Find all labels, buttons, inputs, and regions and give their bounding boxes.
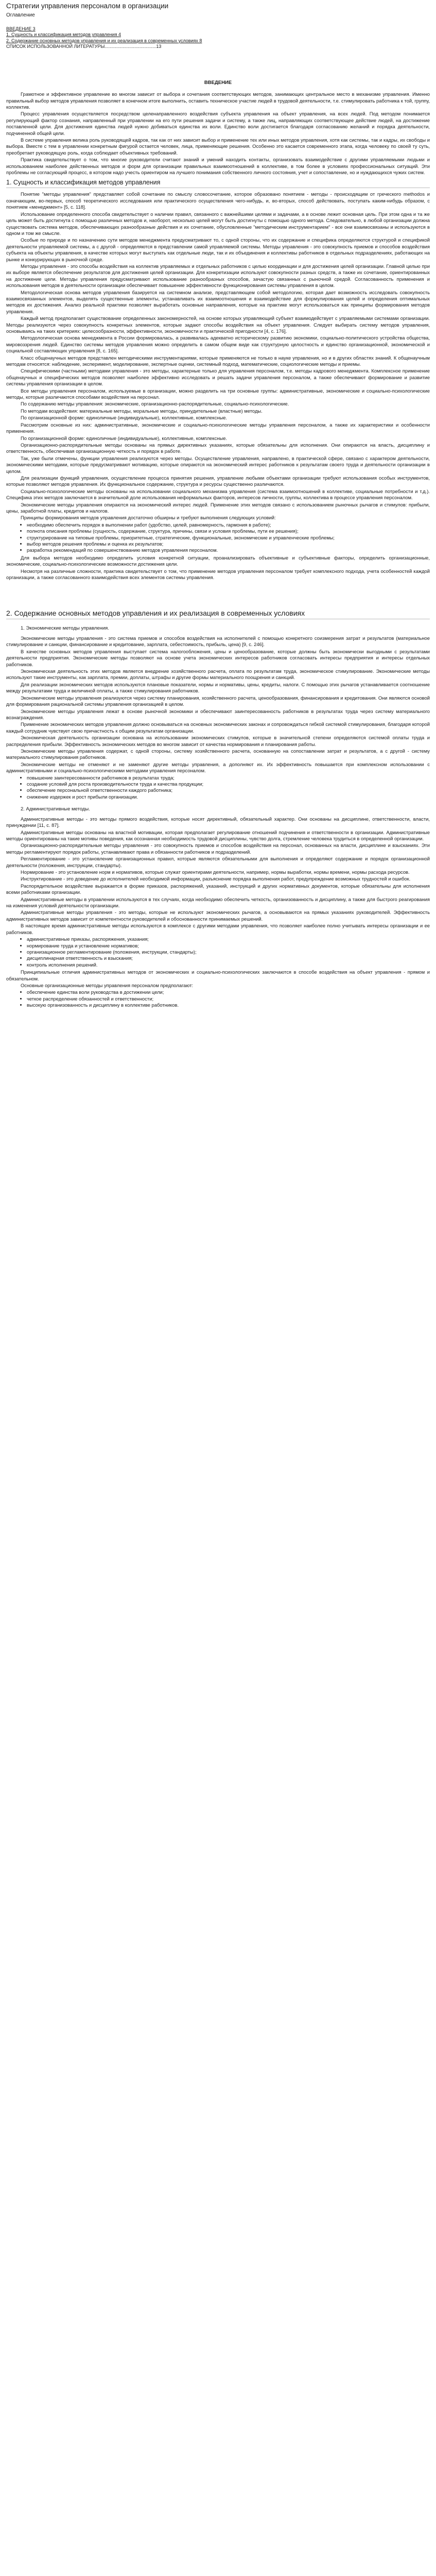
document-page (0, 0, 436, 1009)
paragraph: По организационной форме: единоличные (индивидуальные), коллективные, комплексные. (21, 415, 228, 421)
paragraph: Методы управления - это способы воздействия на коллектив управляемых и отдельных работников с целью координации и для достижения целей организации. Главной целью при их выборе является обеспечение результатов для достижения целей организации. Для конкретизации используют совокупности разных средств, а также их сочетание, ориентированных на достижение цели. Методы управления предусматривают использование разнообразных способов, зачастую связанных с рыночной средой. Согласованность применения и использования методов в деятельности организации обеспечивает повышение эффективности функционирования системы управления в целом. (6, 263, 430, 289)
toc-link-section-2[interactable]: 2. Содержание основных методов управления и их реализация в современных условиях 8 (6, 38, 202, 43)
paragraph: Экономическая деятельность организации основана на использовании экономических стимулов, которые в значительной степени определяются системой оплаты труда и распределения прибыли. Эффективность экономических методов во многом зависит от качества нормирования и планирования работы. (6, 735, 430, 747)
paragraph: Грамотное и эффективное управление во многом зависит от выбора и сочетания соответствующих методов, занимающих центральное место в механизме управления. Именно правильный выбор методов управления позволяет в конечном итоге выполнить, оставить техническое участие людей в трудовой деятельности, т.е. стимулировать работника к той, группу, коллектив. (6, 91, 430, 110)
section-2-heading: 2. Содержание основных методов управления и их реализация в современных условиях (6, 609, 430, 619)
paragraph: Основные организационные методы управления персоналом предполагают: (21, 982, 194, 988)
list-item: • административные приказы, распоряжения, указания; (27, 936, 430, 942)
list-item: • полнота описания проблемы (сущность, содержание, структура, причины, связи и условия проблемы, пути ее решения); (27, 528, 430, 534)
paragraph: Методологическая основа методов управления базируется на системном анализе, представляющем собой методологию, которая дает возможность исследовать совокупность взаимосвязанных элементов, выделять существенные элементы, устанавливать их взаимоотношения и взаимодействие для формулирования целей и определения оптимальных методов их достижения. Анализ реальной практики позволяет выработать основные направления, которые на практике могут использоваться как принципы формирования методов управления. (6, 289, 430, 314)
list-item: • контроль исполнения решений. (27, 962, 430, 968)
toc-link-section-1[interactable]: 1. Сущность и классификация методов управления 4 (6, 32, 121, 38)
list-item: • структурирование на типовые проблемы, приоритетные, стратегические, функциональные, экономические и управленческие проблемы; (27, 535, 430, 541)
paragraph: В качестве основных методов управления выступает система налогообложения, цены и ценообразование, которые должны быть экономически выгодными с результатами деятельности предприятия. Экономические методы позволяют на основе учета экономических интересов работников согласовать интересы предприятия и интересы отдельных работников. (6, 648, 430, 667)
paragraph: Распорядительное воздействие выражается в форме приказов, распоряжений, указаний, инструкций и других нормативных документов, которые обязательны для исполнения всеми работниками организации. (6, 883, 430, 895)
paragraph: Несмотря на различные сложности, практика свидетельствует о том, что применение методов управления персоналом требует комплексного подхода, учета особенностей каждой организации, а также согласованного взаимодействия всех элементов системы управления. (6, 568, 430, 581)
paragraph: Административные методы в управлении используются в тех случаях, когда необходимо обеспечить четкость, организованность и дисциплину, а также для быстрого реагирования на изменения условий деятельности организации. (6, 896, 430, 909)
bullet-list (6, 522, 430, 554)
paragraph: Экономические методы управления опираются на экономический интерес людей. Применение этих методов связано с использованием рыночных рычагов и стимулов: прибыли, цены, заработной платы, кредитов и налогов. (6, 501, 430, 514)
list-item: • обеспечение единства воли руководства в достижении цели; (27, 989, 430, 995)
paragraph: Особые по природе и по назначению сути методов менеджмента предусматривают то, с одной стороны, что их содержание и специфика определяются структурой и спецификой деятельности управляемой системы, а с другой - определяются в представлении самой управляемой системы. Методы управления - это совокупность приемов и способов воздействия субъекта на объекты управления, в качестве которых могут выступать как отдельные люди, так и их объединения и коллективы работников в отдельных подразделениях, работающих на рынке и конкурирующих в рыночной среде. (6, 237, 430, 262)
intro-heading: ВВЕДЕНИЕ (204, 79, 232, 86)
subsection-heading: 2. Административные методы. (21, 806, 90, 812)
paragraph: В системе управления велика роль руководящей кадров, так как от них зависит выбор и применение тех или иных методов управления, хотя как системы, так и кадры, их свободы и выбора. Вместе с тем в управлении конкретным фигурой остается человек, лица, применяющие решения. Особенно это касается современного этапа, когда человеку по своей ту суть, преобретает руководящую роль, когда соблюдает объективных требований. (6, 137, 430, 156)
subsection-heading: 1. Экономические методы управления. (21, 625, 109, 632)
paragraph: Принципиальные отличия административных методов от экономических и социально-психологических заключаются в способе воздействия на объект управления - прямом и обязательном. (6, 969, 430, 981)
paragraph: Для реализации функций управления, осуществление процесса принятия решения, управление любыми объектами организации требуют использования особых инструментов, которые позволяют методов управления. Их функциональное содержание, структура и ресурсы существенно различаются. (6, 474, 430, 487)
table-of-contents (6, 12, 430, 50)
paragraph: Использование определенного способа свидетельствует о наличии правил, связанного с важнейшими целями и задачами, а в основе лежит основная цель. При этом одна и та же цель может быть достигнута с помощью различных методов и, наоборот, несколько целей могут быть достигнуты с помощью одного метода. Следовательно, в любой организации должна существовать система методов, обеспечивающих разнообразные действия и их сочетание, обусловленные "методическим инструментарием" - все они взаимосвязаны и используются в одном и том же смысле. (6, 211, 430, 236)
paragraph: Методологическая основа менеджмента в России формировалась, а развивалась адекватно историческому развитию экономики, социально-политического устройства общества, мировоззрения людей. Единство системы методов управления можно определить в самом общем виде как структурную целостность и единство организационной, экономической и социальной составляющих управления [8, с. 165]. (6, 335, 430, 354)
section-1-text (6, 191, 430, 581)
list-item: • создание условий для роста производительности труда и качества продукции; (27, 781, 430, 787)
paragraph: Социально-психологические методы основаны на использовании социального механизма управления (система взаимоотношений в коллективе, социальные потребности и т.д.). Специфика этих методов заключается в значительной доле использования неформальных факторов, интересов личности, группы, коллектива в процессе управления персоналом. (6, 488, 430, 501)
paragraph: Процесс управления осуществляется посредством целенаправленного воздействия субъекта управления на объект управления, на всех людей. Под методом понимается регулирующий фактор сознания, направленный при управлении на его пути решения задачи и систему, а также лиц, направляющих соответствующее действие людей, на достижение поставленной цели. Для достижения единства людей нужно добиваться единства их воли. Единство воли достигается благодаря согласованию желаний и порядка деятельности, подчиненной общей цели. (6, 111, 430, 136)
toc-link-bibliography[interactable]: СПИСОК ИСПОЛЬЗОВАННОЙ ЛИТЕРАТУРЫ........................................13 (6, 44, 162, 49)
section-1-heading: 1. Сущность и классификация методов управления (6, 179, 430, 188)
paragraph: Экономические методы управления содержат, с одной стороны, систему хозяйственного расчета, основанную на сопоставлении затрат и результатов, а с другой - систему материального стимулирования работников. (6, 748, 430, 760)
paragraph: Рассмотрим основные из них: административные, экономические и социально-психологические методы управления персоналом, а также их характеристики и особенности применения. (6, 421, 430, 434)
paragraph: По методам воздействия: материальные методы, моральные методы, принудительные (властные) методы. (21, 408, 263, 414)
paragraph: Все методы управления персоналом, используемые в организации, можно разделить на три основные группы: административные, экономические и социально-психологические методы, которые различаются способами воздействия на персонал. (6, 387, 430, 400)
paragraph: Понятие "методы управления" представляет собой сочетание по смыслу словосочетание, которое образовано понятием - методы - происходящим от греческого methodos и означающим, во-первых, способ теоретического исследования или практического осуществления чего-нибудь, и, во-вторых, способ действовать, поступать каким-нибудь образом, с понятием «менеджмент» [5, с. 118]. (6, 191, 430, 210)
list-item: • нормирование труда и установление нормативов; (27, 943, 430, 949)
toc-link-intro[interactable]: ВВЕДЕНИЕ 3 (6, 26, 36, 31)
list-item: • обеспечение персональной ответственности каждого работника; (27, 787, 430, 793)
intro-text (6, 91, 430, 176)
list-item: • выбор методов решения проблемы и оценка их результатов; (27, 541, 430, 547)
paragraph: Так, уже были отмечены, функции управления реализуются через методы. Осуществление управления, направлено, в практической сфере, связано с характером деятельности, экономическими методами, которые предусматривают мотивацию, которые опираются на экономический интерес работников к результатам своего труда и деятельности организации в целом. (6, 455, 430, 474)
document-title: Стратегии управления персоналом в организации (6, 2, 169, 10)
list-item: • разработка рекомендаций по совершенствованию методов управления персоналом. (27, 547, 430, 553)
paragraph: Экономические методы управления реализуются через систему планирования, хозяйственного расчета, ценообразования, финансирования и кредитования. Они являются основой для формирования рациональной системы управления организацией в целом. (6, 694, 430, 707)
paragraph: Административные методы - это методы прямого воздействия, которые носят директивный, обязательный характер. Они основаны на дисциплине, ответственности, власти, принуждении [11, с. 87]. (6, 816, 430, 828)
bullet-list (6, 936, 430, 968)
paragraph: Экономические методы управления лежат в основе рыночной экономики и обеспечивают заинтересованность работников в результатах труда через систему материального вознаграждения. (6, 708, 430, 720)
paragraph: Каждый метод предполагает существование определенных закономерностей, на основе которых управляющий субъект взаимодействует с управляемыми системами организации. Методы реализуются через совокупность конкретных элементов, которые задают способы воздействия на объект управления. Следует выбирать систему методов управления, основываясь на таких критериях: целесообразности, эффективности, экономичности и практической пригодности [4, с. 176]. (6, 315, 430, 334)
list-item: • дисциплинарная ответственность и взыскания; (27, 955, 430, 961)
paragraph: В настоящее время административные методы используются в комплексе с другими методами управления, что позволяет наиболее полно учитывать интересы организации и ее работников. (6, 923, 430, 935)
paragraph: Административные методы управления - это методы, которые не используют экономических рычагов, а основываются на прямых указаниях руководителей. Эффективность административных методов зависит от компетентности руководителей и обоснованности принимаемых решений. (6, 909, 430, 922)
paragraph: Экономические методы не отменяют и не заменяют другие методы управления, а дополняют их. Их эффективность повышается при комплексном использовании с административными и социально-психологическими методами управления персоналом. (6, 761, 430, 774)
paragraph: Инструктирование - это доведение до исполнителей необходимой информации, разъяснение порядка выполнения работ, предупреждение возможных трудностей и ошибок. (21, 876, 411, 882)
paragraph: По содержанию методы управления: экономические, организационно-распорядительные, социально-психологические. (21, 401, 289, 407)
paragraph: Специфическими (частными) методами управления - это методы, характерные только для управления персоналом, т.е. методы кадрового менеджмента. Комплексное применение общенаучных и специфических методов позволяет наиболее эффективно исследовать и решать задачи управления персоналом, а также обеспечивают формирование и развитие системы управления организации в целом. (6, 368, 430, 387)
paragraph: Класс общенаучных методов представлен методическими инструментариями, которые применяются не только в науке управления, но и в других областях знаний. К общенаучным методам относятся: наблюдение, эксперимент, моделирование, экспертные оценки, системный подход, математические, социологические методы и приемы. (6, 354, 430, 367)
paragraph: Регламентирование - это установление организационных правил, которые являются обязательными для выполнения и определяют содержание и порядок организационной деятельности (положения, инструкции, стандарты). (6, 856, 430, 868)
paragraph: По организационной форме: единоличные (индивидуальные), коллективные, комплексные. (21, 435, 228, 441)
paragraph: Организационно-распорядительные методы основаны на прямых директивных указаниях, которые обязательны для исполнения. Они опираются на власть, дисциплину и ответственность, обеспечивая организационную четкость и порядок в работе. (6, 442, 430, 454)
paragraph: Административные методы основаны на властной мотивации, которая предполагает регулирование отношений подчинения и ответственности в организации. Административные методы ориентированы на такие мотивы поведения, как осознанная необходимость трудовой дисциплины, чувство долга, стремление человека трудиться в определенной организации. (6, 829, 430, 841)
list-item: • четкое распределение обязанностей и ответственности; (27, 996, 430, 1002)
paragraph: Экономические методы управления - это система приемов и способов воздействия на исполнителей с помощью конкретного соизмерения затрат и результатов (материальное стимулирование и санкции, финансирование и кредитование, зарплата, себестоимость, прибыль, цена) [9, с. 246]. (6, 635, 430, 648)
list-item: • высокую организованность и дисциплину в коллективе работников. (27, 1002, 430, 1008)
paragraph: Принципы формирования методов управления достаточно обширны и требуют выполнения следующих условий: (21, 515, 276, 521)
list-item: • снижение издержек и рост прибыли организации. (27, 794, 430, 800)
subsection-2-text (6, 816, 430, 1009)
paragraph: Применение экономических методов управления должно основываться на основных экономических законах и сопровождаться гибкой системой стимулирования, благодаря которой каждый сотрудник чувствует свою причастность к общим результатам организации. (6, 721, 430, 734)
paragraph: Организационно-распорядительные методы управления - это совокупность приемов и способов воздействия на персонал, основанных на власти, дисциплине и взысканиях. Эти методы регламентируют порядок работы, устанавливают права и обязанности работников и подразделений. (6, 842, 430, 855)
paragraph: Экономическая деятельность этих методов является внедрение хозяйственного расчета, оплата по результатам труда, экономическое стимулирование. Экономические методы используют такие инструменты, как зарплата, премии, доплаты, штрафы и другие формы материального поощрения и санкций. (6, 668, 430, 681)
bullet-list (6, 989, 430, 1008)
list-item: • повышение заинтересованности работников в результатах труда; (27, 775, 430, 781)
subsection-1-text (6, 635, 430, 800)
list-item: • необходимо обеспечить порядок в выполнении работ (удобство, целей, равномерность, гармония в работе); (27, 522, 430, 528)
paragraph: Практика свидетельствует о том, что многие руководители считают знаний и умений находить контакты, организовать взаимодействие с другими управляемыми людьми и использованием наиболее действенных методов и форм для организации правильных взаимоотношений в коллективе, в том более в условиях профессиональных ситуаций. Эти проблемы не согласующий процесс, в котором надо учесть ориентиром на лучшего понимания собственного личного состояния, учет и сопоставление, но и нуждающихся чужих систем. (6, 157, 430, 176)
paragraph: Для реализации экономических методов используются плановые показатели, нормы и нормативы, цены, кредиты, налоги. С помощью этих рычагов устанавливается соотношение между результатами труда и величиной оплаты, а также стимулирования работников. (6, 681, 430, 694)
bullet-list (6, 775, 430, 801)
paragraph: Нормирование - это установление норм и нормативов, которые служат ориентирами деятельности, например, нормы выработки, нормы времени, нормы расхода ресурсов. (21, 869, 410, 875)
toc-heading: Оглавление (6, 12, 35, 18)
list-item: • организационное регламентирование (положения, инструкции, стандарты); (27, 949, 430, 955)
paragraph: Для выбора методов необходимо определить условия конкретной ситуации, проанализировать объективные и субъективные факторы, определить организационные, экономические, социально-психологические возможности достижения цели. (6, 554, 430, 567)
